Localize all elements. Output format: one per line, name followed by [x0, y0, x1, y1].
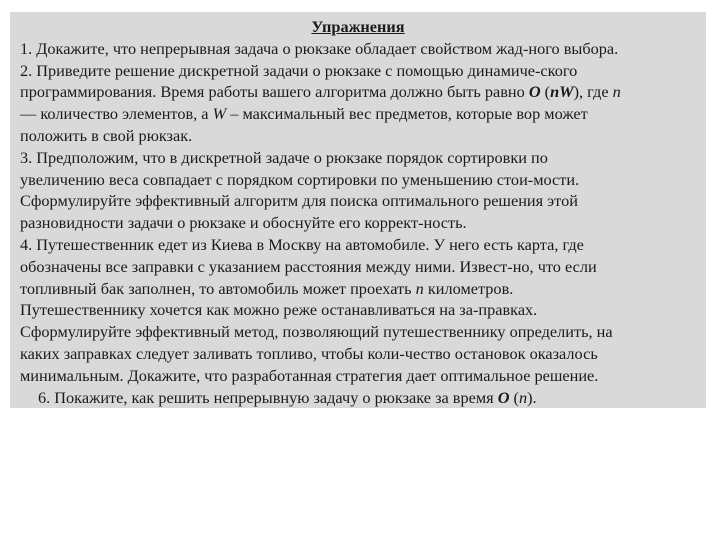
n-variable: n: [415, 278, 424, 298]
exercise-4-line-3: [20, 278, 696, 300]
exercise-4-line-1: 4. Путешественник едет из Киева в Москву на автомобиле. У него есть карта, где: [20, 234, 584, 254]
exercise-3-line-4: разновидности задачи о рюкзаке и обоснуйте его коррект-ность.: [20, 213, 467, 233]
exercise-2-text: программирования. Время работы вашего алгоритма должно быть равно: [20, 82, 529, 102]
exercise-4-line-2: обозначены все заправки с указанием расстояния между ними. Извест-но, что если: [20, 256, 597, 276]
paren-open: (: [540, 82, 551, 102]
nw-variable: nW: [550, 82, 574, 102]
n-variable: n: [612, 82, 621, 102]
exercise-2-line-4: положить в свой рюкзак.: [20, 125, 193, 145]
exercise-4-line-4: Путешественнику хочется как можно реже останавливаться на за-правках.: [20, 300, 538, 320]
big-o-symbol: O: [497, 387, 510, 407]
exercise-2-line-2: [20, 81, 696, 103]
exercises-title: Упражнения: [311, 17, 405, 36]
exercises-text-box: [10, 12, 706, 408]
exercise-4-line-5: Сформулируйте эффективный метод, позволяющий путешественнику определить, на: [20, 322, 613, 342]
exercise-6-text: 6. Покажите, как решить непрерывную задачу о рюкзаке за время: [38, 387, 498, 407]
exercise-1-line-1: 1. Докажите, что непрерывная задача о рюкзаке обладает свойством жад-ного выбора.: [20, 38, 619, 58]
exercise-3-line-1: 3. Предположим, что в дискретной задаче о рюкзаке порядок сортировки по: [20, 147, 548, 167]
exercise-2-text: – максимальный вес предметов, которые вор может: [226, 104, 588, 124]
exercise-4-line-6: каких заправках следует заливать топливо, чтобы коли-чество остановок оказалось: [20, 343, 598, 363]
exercise-2-line-1: 2. Приведите решение дискретной задачи о рюкзаке с помощью динамиче-ского: [20, 60, 578, 80]
exercise-6-line-1: [20, 387, 696, 409]
exercise-4-text: километров.: [423, 278, 514, 298]
paren-close-text: ), где: [573, 82, 613, 102]
big-o-symbol: O: [528, 82, 541, 102]
exercise-3-line-2: увеличению веса совпадает с порядком сортировки по уменьшению стои-мости.: [20, 169, 580, 189]
exercise-4-text: топливный бак заполнен, то автомобиль может проехать: [20, 278, 416, 298]
exercise-4-line-7: минимальным. Докажите, что разработанная стратегия дает оптимальное решение.: [20, 365, 599, 385]
exercise-2-line-3: [20, 103, 696, 125]
paren-close: ).: [527, 387, 537, 407]
w-variable: W: [212, 104, 227, 124]
exercise-3-line-3: Сформулируйте эффективный алгоритм для поиска оптимального решения этой: [20, 191, 578, 211]
n-variable: n: [518, 387, 528, 407]
exercise-2-text: — количество элементов, а: [20, 104, 213, 124]
paren-open: (: [509, 387, 519, 407]
